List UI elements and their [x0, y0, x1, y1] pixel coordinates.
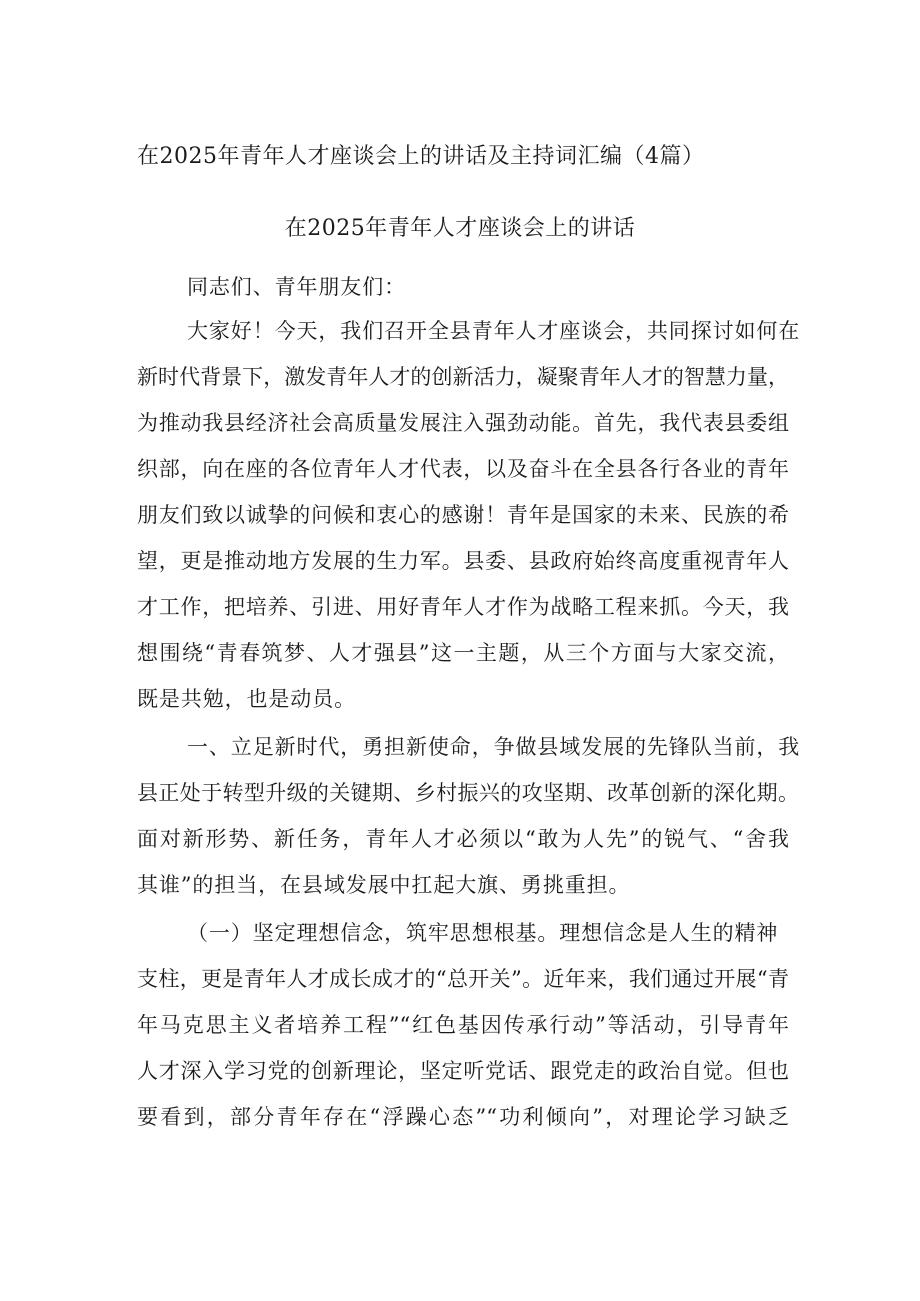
- paragraph-line: 既是共勉，也是动员。: [137, 687, 356, 711]
- paragraph-line: 支柱，更是青年人才成长成才的“总开关”。近年来，我们通过开展“青: [137, 967, 789, 991]
- paragraph-line: 其谁”的担当，在县域发展中扛起大旗、勇挑重担。: [137, 873, 631, 897]
- paragraph-line: 才工作，把培养、引进、用好青年人才作为战略工程来抓。今天，我: [137, 595, 789, 619]
- speech-title: 在2025年青年人才座谈会上的讲话: [284, 216, 636, 241]
- paragraph-line: 织部，向在座的各位青年人才代表，以及奋斗在全县各行各业的青年: [137, 457, 789, 481]
- paragraph-line: 年马克思主义者培养工程”“红色基因传承行动”等活动，引导青年: [137, 1013, 789, 1037]
- paragraph-line: 面对新形势、新任务，青年人才必须以“敢为人先”的锐气、“舍我: [137, 827, 789, 851]
- paragraph-line: 望，更是推动地方发展的生力军。县委、县政府始终高度重视青年人: [137, 549, 789, 573]
- document-title: 在2025年青年人才座谈会上的讲话及主持词汇编（4篇）: [137, 144, 705, 169]
- paragraph-line: 朋友们致以诚挚的问候和衷心的感谢！青年是国家的未来、民族的希: [137, 503, 789, 527]
- paragraph-line: 大家好！今天，我们召开全县青年人才座谈会，共同探讨如何在: [187, 319, 801, 343]
- section-heading-line: 一、立足新时代，勇担新使命，争做县域发展的先锋队当前，我: [187, 735, 801, 759]
- paragraph-line: 新时代背景下，激发青年人才的创新活力，凝聚青年人才的智慧力量，: [137, 365, 789, 389]
- paragraph-line: 想围绕“青春筑梦、人才强县”这一主题，从三个方面与大家交流，: [137, 641, 789, 665]
- paragraph-line: 为推动我县经济社会高质量发展注入强劲动能。首先，我代表县委组: [137, 411, 789, 435]
- paragraph-line: 县正处于转型升级的关键期、乡村振兴的攻坚期、改革创新的深化期。: [137, 781, 799, 805]
- subsection-heading-line: （一）坚定理想信念，筑牢思想根基。理想信念是人生的精神: [187, 921, 779, 945]
- paragraph-line: 要看到，部分青年存在“浮躁心态”“功利倾向”，对理论学习缺乏: [137, 1105, 789, 1129]
- salutation-line: 同志们、青年朋友们：: [187, 275, 406, 299]
- paragraph-line: 人才深入学习党的创新理论，坚定听党话、跟党走的政治自觉。但也: [137, 1059, 789, 1083]
